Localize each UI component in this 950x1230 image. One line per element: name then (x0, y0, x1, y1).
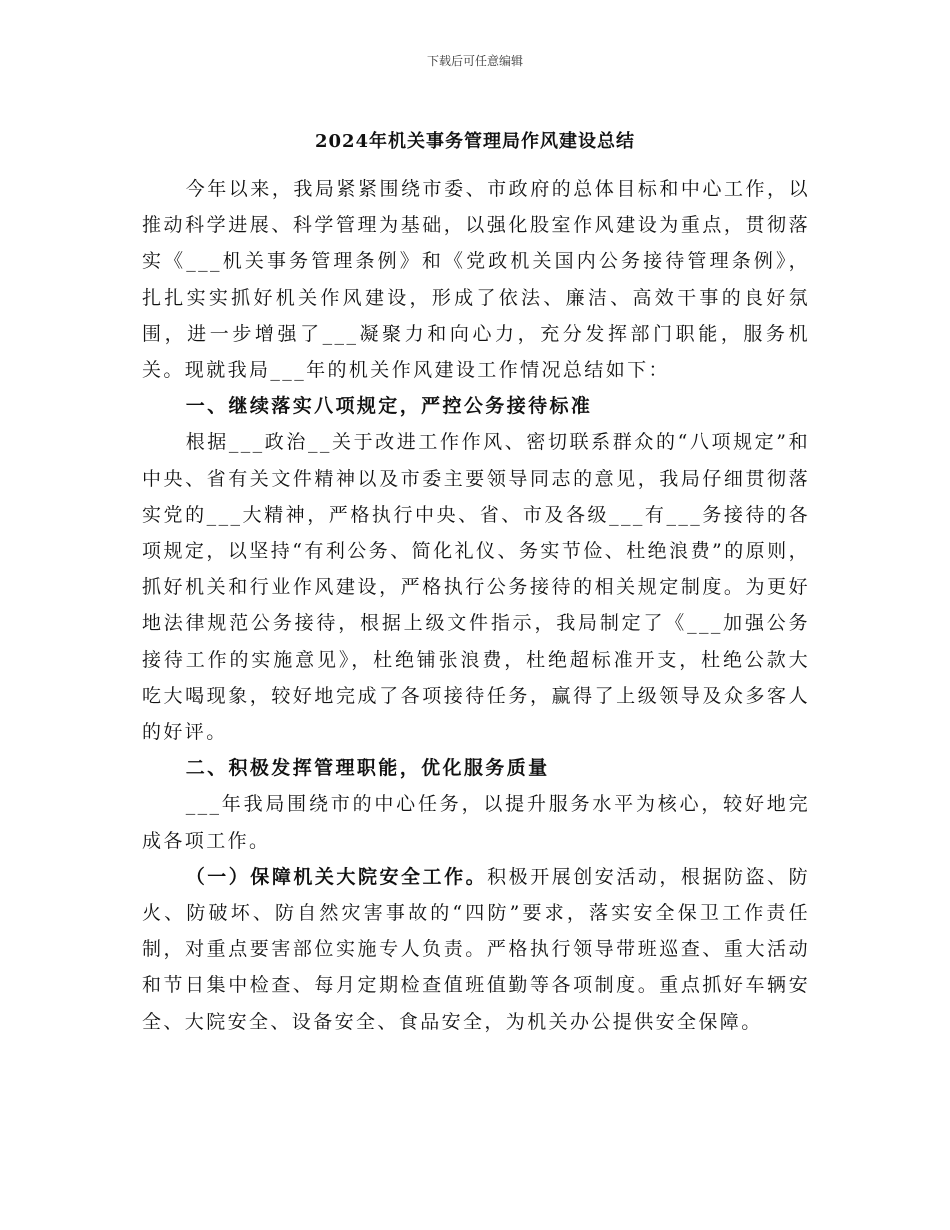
subsection-1-text: 积极开展创安活动，根据防盗、防火、防破坏、防自然灾害事故的“四防”要求，落实安全保卫工作责任制，对重点要害部位实施专人负责。严格执行领导带班巡查、重大活动和节日集中检查、每月定期检查值班值勤等各项制度。重点抓好车辆安全、大院安全、设备安全、食品安全，为机关办公提供安全保障。 (142, 865, 810, 1033)
page-header-note: 下载后可任意编辑 (426, 54, 523, 68)
section-1-paragraph: 根据___政治__关于改进工作作风、密切联系群众的“八项规定”和中央、省有关文件精神以及市委主要领导同志的意见，我局仔细贯彻落实党的___大精神，严格执行中央、省、市及各级___有___务接待的各项规定，以坚持“有利公务、简化礼仪、务实节俭、杜绝浪费”的原则，抓好机关和行业作风建设，严格执行公务接待的相关规定制度。为更好地法律规范公务接待，根据上级文件指示，我局制定了《___加强公务接待工作的实施意见》，杜绝铺张浪费，杜绝超标准开支，杜绝公款大吃大喝现象，较好地完成了各项接待任务，赢得了上级领导及众多客人的好评。 (142, 431, 810, 744)
subsection-1-paragraph (142, 859, 810, 1040)
section-2-heading: 二、积极发挥管理职能，优化服务质量 (185, 757, 550, 780)
intro-paragraph: 今年以来，我局紧紧围绕市委、市政府的总体目标和中心工作，以推动科学进展、科学管理为基础，以强化股室作风建设为重点，贯彻落实《___机关事务管理条例》和《党政机关国内公务接待管理条例》，扎扎实实抓好机关作风建设，形成了依法、廉洁、高效干事的良好氛围，进一步增强了___凝聚力和向心力，充分发挥部门职能，服务机关。现就我局___年的机关作风建设工作情况总结如下： (142, 178, 810, 382)
section-1-heading: 一、继续落实八项规定，严控公务接待标准 (185, 395, 593, 418)
document-body (142, 171, 810, 1040)
section-2-paragraph: ___年我局围绕市的中心任务，以提升服务水平为核心，较好地完成各项工作。 (142, 793, 810, 852)
subsection-1-heading: （一）保障机关大院安全工作。 (185, 865, 488, 888)
document-title: 2024年机关事务管理局作风建设总结 (314, 131, 636, 152)
